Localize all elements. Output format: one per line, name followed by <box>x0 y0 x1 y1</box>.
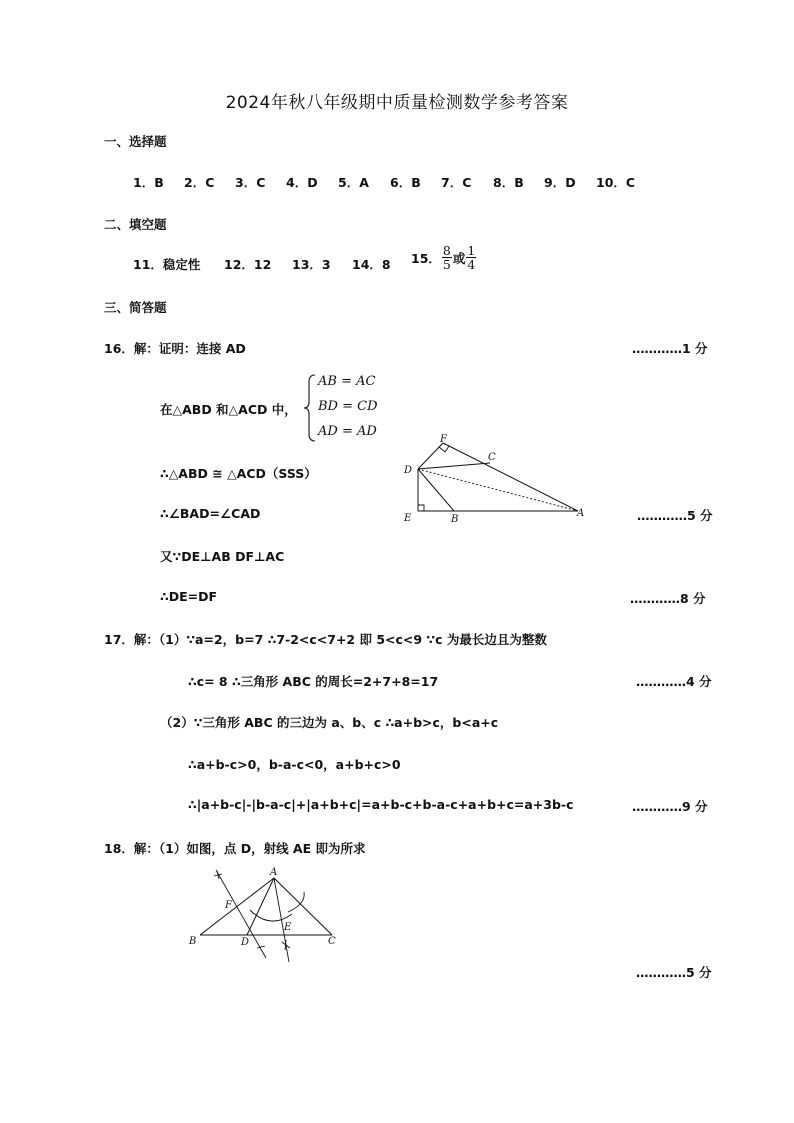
q18-line1: 18．解：（1）如图，点 D，射线 AE 即为所求 <box>104 841 366 856</box>
fill-answer-12: 12．12 <box>224 257 272 272</box>
q16-score1: …………1 分 <box>632 341 708 356</box>
q17-line3: （2）∵三角形 ABC 的三边为 a、b、c ∴a+b>c，b<a+c <box>160 715 499 730</box>
q16-de-df: ∴DE=DF <box>160 589 218 604</box>
q15-frac2-num: 1 <box>467 243 476 258</box>
q16-line1: 16．解：证明：连接 AD <box>104 341 246 356</box>
q16-score2: …………5 分 <box>637 508 713 523</box>
answer-7: 7．C <box>441 175 472 190</box>
fig18-label-C: C <box>328 936 336 947</box>
fig18-label-F: F <box>225 900 232 911</box>
answer-3: 3．C <box>235 175 266 190</box>
answer-9: 9．D <box>544 175 576 190</box>
q15-prefix: 15． <box>411 250 441 266</box>
q16-perp: 又∵DE⊥AB DF⊥AC <box>160 549 285 564</box>
fill-answer-11: 11．稳定性 <box>133 257 201 272</box>
q17-line5: ∴|a+b-c|-|b-a-c|+|a+b+c|=a+b-c+b-a-c+a+b+c=a+3b-c <box>188 797 574 812</box>
q15-frac1-den: 5 <box>442 257 451 272</box>
q17-score2: …………9 分 <box>632 799 708 814</box>
answer-4: 4．D <box>286 175 318 190</box>
q18-construction-figure <box>180 862 350 966</box>
fig18-label-A: A <box>270 867 278 878</box>
section-heading-choice: 一、选择题 <box>104 134 167 149</box>
section-heading-answer: 三、简答题 <box>104 300 167 315</box>
fig16-label-D: D <box>404 465 413 476</box>
fig16-label-C: C <box>488 452 496 463</box>
answer-8: 8．B <box>493 175 524 190</box>
q15-fraction-1 <box>442 244 452 271</box>
answer-10: 10．C <box>596 175 636 190</box>
fig16-label-B: B <box>451 514 459 525</box>
q15-fraction-2 <box>466 244 476 271</box>
q16-triangle-figure <box>398 434 594 526</box>
q16-sss: ∴△ABD ≅ △ACD（SSS） <box>160 466 317 481</box>
fig16-label-E: E <box>404 513 412 524</box>
system-brace-icon <box>303 374 317 442</box>
q16-sys-2: BD = CD <box>318 399 378 414</box>
fill-answer-15 <box>411 244 477 271</box>
q17-line1: 17．解：（1）∵a=2，b=7 ∴7-2<c<7+2 即 5<c<9 ∵c 为最长边且为整数 <box>104 632 547 647</box>
fill-answer-13: 13．3 <box>292 257 331 272</box>
q17-line2: ∴c= 8 ∴三角形 ABC 的周长=2+7+8=17 <box>188 674 439 689</box>
section-heading-fill: 二、填空题 <box>104 217 167 232</box>
answer-5: 5．A <box>338 175 369 190</box>
fill-answer-14: 14．8 <box>352 257 391 272</box>
fig16-label-A: A <box>577 508 585 519</box>
choice-answers <box>133 173 646 191</box>
q17-line4: ∴a+b-c>0，b-a-c<0，a+b+c>0 <box>188 757 401 772</box>
answer-6: 6．B <box>390 175 421 190</box>
answer-2: 2．C <box>184 175 215 190</box>
page-title: 2024年秋八年级期中质量检测数学参考答案 <box>225 93 569 113</box>
q16-sys-3: AD = AD <box>318 424 377 439</box>
fig18-label-D: D <box>241 937 250 948</box>
q17-score1: …………4 分 <box>636 674 712 689</box>
answer-1: 1．B <box>133 175 164 190</box>
q15-frac1-num: 8 <box>442 243 451 258</box>
q18-score1: …………5 分 <box>636 965 712 980</box>
q16-in-label: 在△ABD 和△ACD 中， <box>160 402 297 417</box>
fig18-label-E: E <box>284 922 292 933</box>
q16-bad: ∴∠BAD=∠CAD <box>160 506 261 521</box>
q15-frac2-den: 4 <box>467 257 476 272</box>
q15-or: 或 <box>452 250 466 266</box>
q16-sys-1: AB = AC <box>318 374 376 389</box>
q16-score3: …………8 分 <box>630 591 706 606</box>
fig18-label-B: B <box>189 936 197 947</box>
fig16-label-F: F <box>440 434 447 445</box>
